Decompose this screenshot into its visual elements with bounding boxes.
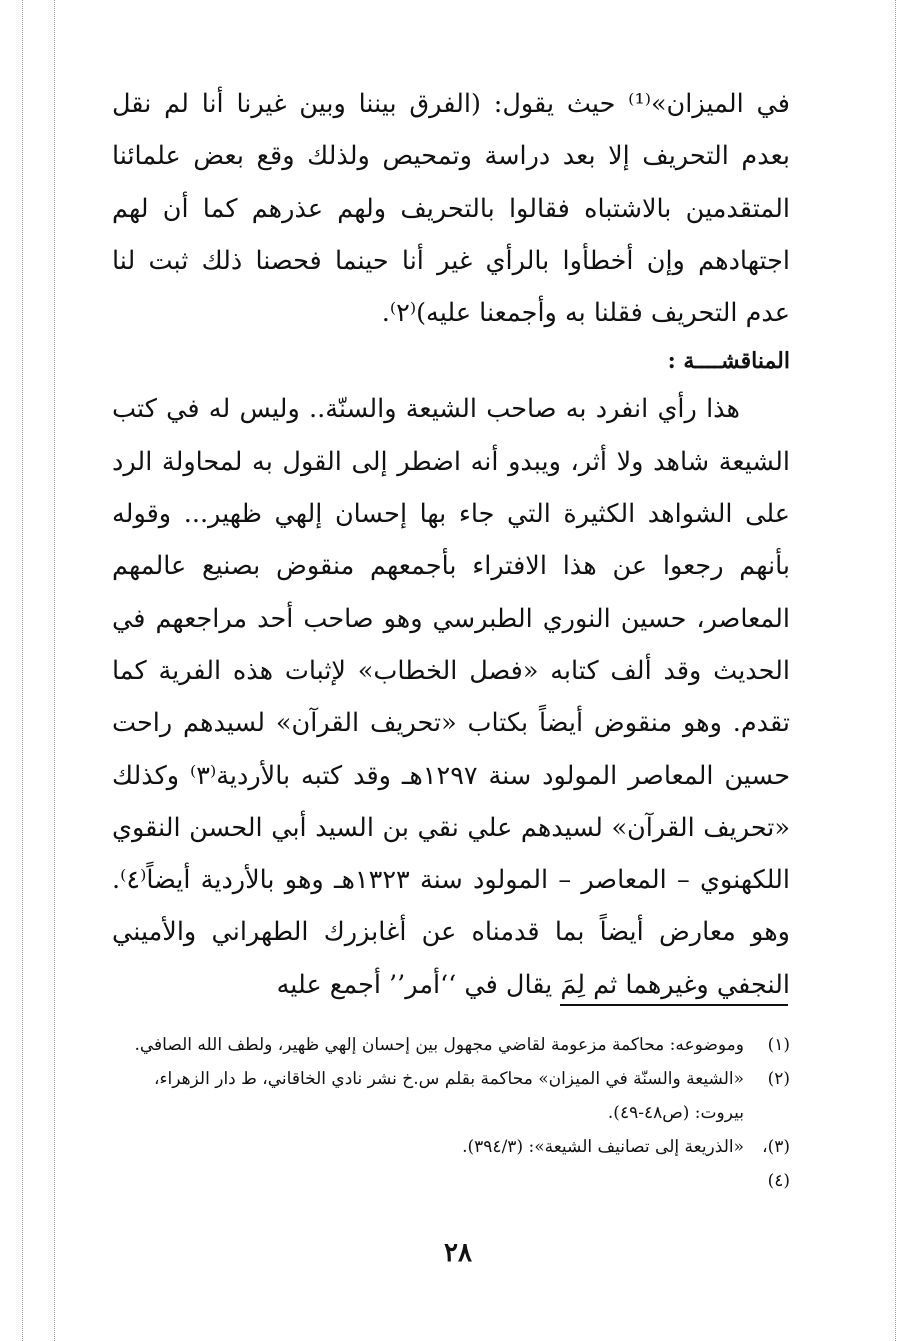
footnote-separator [560, 1004, 788, 1006]
footnote-number: (١) [767, 1035, 790, 1055]
footnote [112, 1028, 790, 1062]
paragraph-quote: في الميزان»⁽¹⁾ حيث يقول: (الفرق بيننا وبين غيرنا أنا لم نقل بعدم التحريف إلا بعد دراسة وتمحيص ولذلك وقع بعض علمائنا المتقدمين بالاشتباه فقالوا بالتحريف ولهم عذرهم كما أن لهم اجتهادهم وإن أخطأوا بالرأي غير أنا حينما فحصنا ذلك ثبت لنا عدم التحريف فقلنا به وأجمعنا عليه)⁽٢⁾. [112, 89, 790, 329]
page-number: ٢٨ [444, 1238, 472, 1268]
page-edge-dotted-line [895, 0, 896, 1341]
page-edge-dotted-line [54, 0, 55, 1341]
footnotes [112, 1028, 790, 1198]
footnote-number: (٢) [767, 1069, 790, 1089]
main-text [112, 78, 790, 1011]
footnote [112, 1130, 790, 1198]
paragraph-discussion: هذا رأي انفرد به صاحب الشيعة والسنّة.. وليس له في كتب الشيعة شاهد ولا أثر، ويبدو أنه اضطر إلى القول به لمحاولة الرد على الشواهد الكثيرة التي جاء بها إحسان إلهي ظهير... وقوله بأنهم رجعوا عن هذا الافتراء بأجمعهم منقوض بصنيع عالمهم المعاصر، حسين النوري الطبرسي وهو صاحب أحد مراجعهم في الحديث وقد ألف كتابه «فصل الخطاب» لإثبات هذه الفرية كما تقدم. وهو منقوض أيضاً بكتاب «تحريف القرآن» لسيدهم راحت حسين المعاصر المولود سنة ١٢٩٧هـ وقد كتبه بالأردية⁽٣⁾ وكذلك «تحريف القرآن» لسيدهم علي نقي بن السيد أبي الحسن النقوي اللكهنوي – المعاصر – المولود سنة ١٣٢٣هـ وهو بالأردية أيضاً⁽٤⁾. وهو معارض أيضاً بما قدمناه عن أغابزرك الطهراني والأميني النجفي وغيرهما ثم لِمَ يقال في ‘‘أمر’’ أجمع عليه [112, 394, 791, 1000]
footnote-number: (٣)، (٤) [762, 1137, 790, 1191]
footnote [112, 1062, 790, 1130]
footnote-text: وموضوعه: محاكمة مزعومة لقاضي مجهول بين إحسان إلهي ظهير، ولطف الله الصافي. [134, 1035, 744, 1055]
footnote-text: «الشيعة والسنّة في الميزان» محاكمة بقلم س.خ نشر نادي الخاقاني، ط دار الزهراء، بيروت: (ص٤٨-٤٩). [154, 1069, 744, 1123]
section-heading: المناقشــــة : [667, 348, 790, 375]
page-edge-dotted-line [22, 0, 23, 1341]
footnote-text: «الذريعة إلى تصانيف الشيعة»: (٣٩٤/٣). [462, 1137, 744, 1157]
